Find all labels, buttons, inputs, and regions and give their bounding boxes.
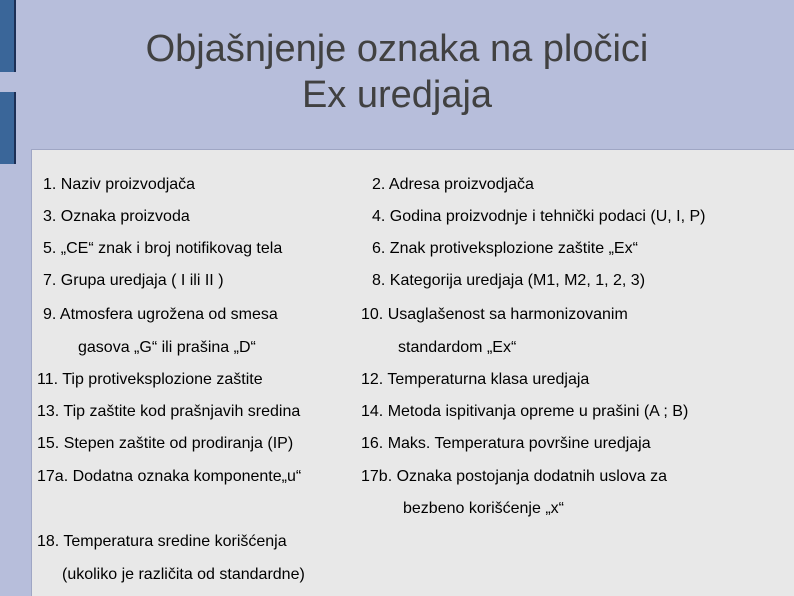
item-1: 1. Naziv proizvodjača	[43, 176, 196, 193]
item-14: 14. Metoda ispitivanja opreme u prašini (A ; B)	[361, 403, 689, 420]
item-8: 8. Kategorija uredjaja (M1, M2, 1, 2, 3)	[372, 272, 646, 289]
item-2: 2. Adresa proizvodjača	[372, 176, 534, 193]
item-17b-continued: bezbeno korišćenje „x“	[403, 500, 564, 517]
title-line-2: Ex uredjaja	[301, 74, 493, 116]
item-16: 16. Maks. Temperatura površine uredjaja	[361, 435, 651, 452]
item-9-continued: gasova „G“ ili prašina „D“	[78, 339, 256, 356]
item-7: 7. Grupa uredjaja ( I ili II )	[43, 272, 224, 289]
slide-title	[0, 26, 794, 118]
item-10: 10. Usaglašenost sa harmonizovanim	[361, 306, 628, 323]
item-12: 12. Temperaturna klasa uredjaja	[361, 371, 590, 388]
title-line-1: Objašnjenje oznaka na pločici	[145, 28, 649, 70]
item-6: 6. Znak protiveksplozione zaštite „Ex“	[372, 240, 638, 257]
item-9: 9. Atmosfera ugrožena od smesa	[43, 306, 278, 323]
item-5: 5. „CE“ znak i broj notifikovag tela	[43, 240, 283, 257]
item-18-continued: (ukoliko je različita od standardne)	[62, 566, 305, 583]
item-4: 4. Godina proizvodnje i tehnički podaci (U, I, P)	[372, 208, 706, 225]
item-3: 3. Oznaka proizvoda	[43, 208, 190, 225]
item-11: 11. Tip protiveksplozione zaštite	[37, 371, 263, 388]
item-17a: 17a. Dodatna oznaka komponente„u“	[37, 468, 302, 485]
item-15: 15. Stepen zaštite od prodiranja (IP)	[37, 435, 294, 452]
item-10-continued: standardom „Ex“	[398, 339, 517, 356]
item-13: 13. Tip zaštite kod prašnjavih sredina	[37, 403, 301, 420]
item-17b: 17b. Oznaka postojanja dodatnih uslova za	[361, 468, 667, 485]
item-18: 18. Temperatura sredine korišćenja	[37, 533, 287, 550]
